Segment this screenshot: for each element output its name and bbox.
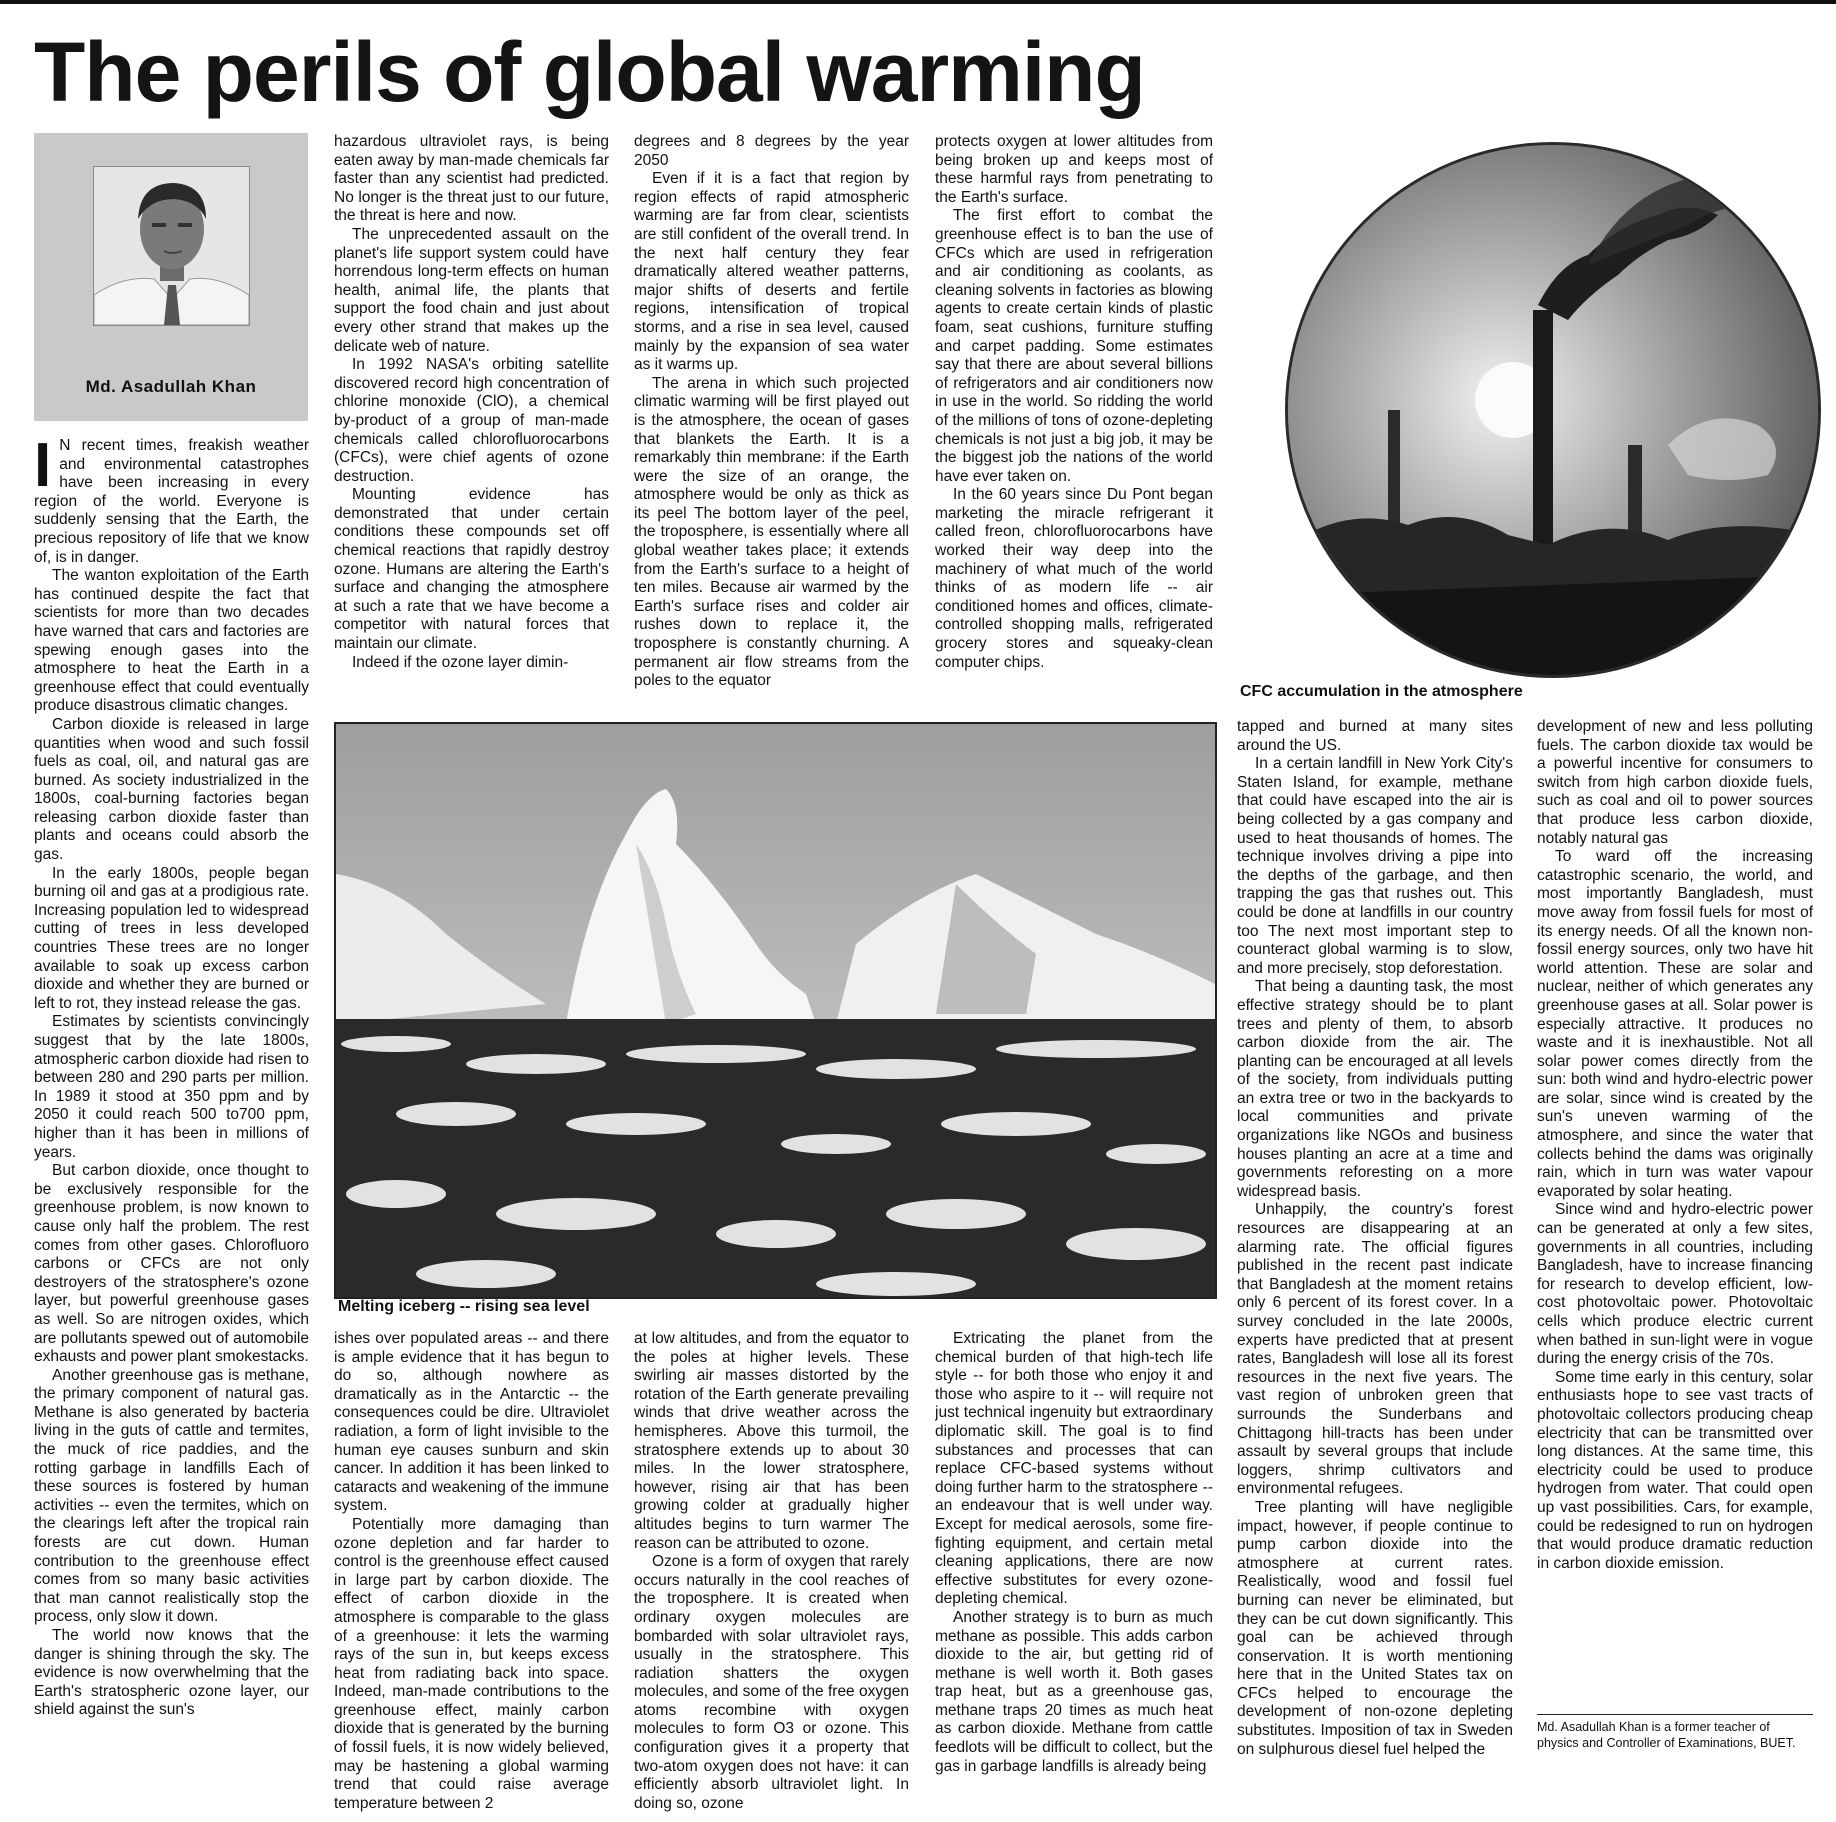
paragraph: hazardous ultraviolet rays, is being eaten away by man-made chemicals far faster than any scientist had predicted. No longer is the threat just to our future, the threat is here and now. [334,133,609,225]
cfc-caption: CFC accumulation in the atmosphere [1240,683,1523,700]
paragraph: The unprecedented assault on the planet's life support system could have horrendous long-term effects on human health, animal life, the plants that support the food chain and just about every other strand that makes up the delicate web of nature. [334,225,609,355]
column-8 [1237,718,1513,1818]
paragraph: Another strategy is to burn as much methane as possible. This adds carbon dioxide to the air, but getting rid of methane is well worth it. Both gases trap heat, but as a greenhouse gas, methane traps 20 times as much heat as carbon dioxide. Methane from cattle feedlots will be difficult to collect, but the gas in garbage landfills is already being [935,1608,1213,1775]
paragraph: That being a daunting task, the most effective strategy should be to plant trees and plenty of them, to absorb carbon dioxide from the air. The planting can be encouraged at all levels of the society, from individuals putting an extra tree or two in the backyards to local communities and private organizations like NGOs and business houses planting an acre at a time and governments reforesting on a more widespread basis. [1237,978,1513,1200]
paragraph: Some time early in this century, solar enthusiasts hope to see vast tracts of photovoltaic collectors producing cheap electricity that can be transmitted over long distances. At the same time, this electricity could be used to produce hydrogen from water. That could open up vast possibilities. Cars, for example, could be redesigned to run on hydrogen that would produce dramatic reduction in carbon dioxide emission. [1537,1368,1813,1572]
column-5 [334,1330,609,1820]
paragraph: The arena in which such projected climatic warming will be first played out is the atmosphere, the ocean of gases that blankets the Earth. It is a remarkably thin membrane: if the Earth were the size of an orange, the atmosphere would be only as thick as its peel The bottom layer of the peel, the troposphere, is essentially where all global weather takes place; it extends from the Earth's surface to a height of ten miles. Because air warmed by the Earth's surface rises and colder air rushes down to replace it, the troposphere is constantly churning. A permanent air flow streams from the poles to the equator [634,374,909,690]
paragraph: The first effort to combat the greenhouse effect is to ban the use of CFCs which are used in refrigeration and air conditioning as coolants, as cleaning solvents in factories as blowing agents to create certain kinds of plastic foam, seat cushions, furniture stuffing and carpet padding. Some estimates say that there are about several billions of refrigerators and air conditioners now in use in the world. So ridding the world of the millions of tons of ozone-depleting chemicals is not just a big job, it may be the biggest job the nations of the world have ever taken on. [935,207,1213,485]
author-footnote: Md. Asadullah Khan is a former teacher of physics and Controller of Examinations, BUET. [1537,1720,1796,1750]
author-box [34,133,308,421]
paragraph: Estimates by scientists convincingly suggest that by the late 1800s, atmospheric carbon dioxide had risen to between 280 and 290 parts per million. In 1989 it stood at 350 ppm and by 2050 it could reach 500 to700 ppm, higher than it has been in millions of years. [34,1013,309,1161]
author-portrait-image [94,167,249,325]
drop-cap: I [34,437,52,500]
top-rule [0,0,1836,4]
column-2 [334,133,609,703]
paragraph: protects oxygen at lower altitudes from being broken up and keeps most of these harmful rays from penetrating to the Earth's surface. [935,133,1213,206]
paragraph: To ward off the increasing catastrophic scenario, the world, and most importantly Bangladesh, must move away from fossil fuels for most of its energy needs. Of all the known non-fossil energy sources, only two have hit world attention. These are solar and nuclear, neither of which generates any greenhouse gases at all. Solar power is especially attractive. It produces no waste and it is inexhaustible. Not all solar power comes directly from the sun: both wind and hydro-electric power are solar, since wind is created by the sun's uneven warming of the atmosphere, and since the water that collects behind the dams was originally rain, which in turn was water vapour evaporated by solar heating. [1537,848,1813,1200]
paragraph: N recent times, freakish weather and environmental catastrophes have been increasing in every region of the world. Everyone is suddenly sensing that the Earth, the precious repository of life that we know of, is in danger. [34,437,309,566]
footnote-rule [1537,1714,1813,1715]
paragraph: Unhappily, the country's forest resources are disappearing at an alarming rate. The official figures published in the recent past indicate that Bangladesh at the moment retains only 6 percent of its forest cover. In a survey concluded in the late 2000s, experts have predicted that at present rates, Bangladesh will lose all its forest resources in the next five years. The vast region of unbroken green that surrounds the Sunderbans and Chittagong hill-tracts has been under assault by several groups that include loggers, shrimp cultivators and environmental refugees. [1237,1201,1513,1498]
column-6 [634,1330,909,1820]
paragraph: But carbon dioxide, once thought to be exclusively responsible for the greenhouse problem, is now known to cause only half the problem. The rest comes from other gases. Chlorofluoro carbons or CFCs are not only destroyers of the stratosphere's ozone layer, but powerful greenhouse gases as well. So are nitrogen oxides, which are pollutants spewed out of automobile exhausts and power plant smokestacks. [34,1162,309,1366]
paragraph: In the early 1800s, people began burning oil and gas at a prodigious rate. Increasing population led to widespread cutting of trees in less developed countries These trees are no longer available to soak up excess carbon dioxide and whether they are burned or left to rot, they instead release the gas. [34,864,309,1012]
paragraph: development of new and less polluting fuels. The carbon dioxide tax would be a powerful incentive for consumers to switch from high carbon dioxide fuels, such as coal and oil to power sources that produce less carbon dioxide, notably natural gas [1537,718,1813,847]
author-photo [93,166,250,326]
column-3 [634,133,909,703]
paragraph: In 1992 NASA's orbiting satellite discovered record high concentration of chlorine monoxide (ClO), a chemical by-product of a group of man-made chemicals called chlorofluorocarbons (CFCs), were chief agents of ozone destruction. [334,356,609,485]
headline: The perils of global warming [34,25,1145,119]
paragraph: In the 60 years since Du Pont began marketing the miracle refrigerant it called freon, chlorofluorocarbons have worked their way deep into the machinery of what much of the world thinks of as modern life -- air conditioned homes and offices, climate-controlled shopping malls, refrigerated grocery stores and squeaky-clean computer chips. [935,486,1213,671]
paragraph: Extricating the planet from the chemical burden of that high-tech life style -- for both those who enjoy it and those who aspire to it -- will require not just technical ingenuity but extraordinary diplomatic skill. The goal is to find substances and processes that can replace CFC-based systems without doing further harm to the stratosphere -- an endeavour that is well under way. Except for medical aerosols, some fire-fighting equipment, and certain metal cleaning applications, there are now effective substitutes for every ozone-depleting chemical. [935,1330,1213,1608]
column-4 [935,133,1213,703]
paragraph: Carbon dioxide is released in large quantities when wood and such fossil fuels as coal, oil, and natural gas are burned. As society industrialized in the 1800s, coal-burning factories began releasing carbon dioxide faster than plants and oceans could absorb the gas. [34,715,309,864]
paragraph: Potentially more damaging than ozone depletion and far harder to control is the greenhouse effect caused in large part by carbon dioxide. The effect of carbon dioxide in the atmosphere is comparable to the glass of a greenhouse: it lets the warming rays of the sun in, but keeps excess heat from radiating back into space. Indeed, man-made contributions to the greenhouse effect, mainly carbon dioxide that is generated by the burning of fossil fuels, it is now widely believed, may be hastening a global warming trend that could raise average temperature between 2 [334,1515,609,1812]
paragraph: tapped and burned at many sites around the US. [1237,718,1513,754]
paragraph: ishes over populated areas -- and there is ample evidence that it has begun to do so, although nowhere as dramatically as in the Antarctic -- the consequences could be dire. Ultraviolet radiation, a form of light invisible to the human eye causes sunburn and skin cancer. In addition it has been linked to cataracts and weakening of the immune system. [334,1330,609,1515]
paragraph: Since wind and hydro-electric power can be generated at only a few sites, governments in all countries, including Bangladesh, have to increase financing for research to develop efficient, low-cost photovoltaic power. Photovoltaic cells which produce electric current when bathed in sun-light were in vogue during the energy crisis of the 70s. [1537,1201,1813,1368]
paragraph: Ozone is a form of oxygen that rarely occurs naturally in the cool reaches of the troposphere. It is created when ordinary oxygen molecules are bombarded with solar ultraviolet rays, usually in the stratosphere. This radiation shatters the oxygen molecules, and some of the free oxygen atoms recombine with oxygen molecules to form O3 or ozone. This configuration gives it a property that two-atom oxygen does not have: it can efficiently absorb ultraviolet light. In doing so, ozone [634,1553,909,1812]
paragraph: Indeed if the ozone layer dimin- [352,653,569,671]
cfc-smokestack-photo [1288,145,1818,675]
paragraph: Tree planting will have negligible impact, however, if people continue to pump carbon dioxide into the atmosphere at current rates. Realistically, wood and fossil fuel burning can never be eliminated, but they can be cut down significantly. This goal can be achieved through conservation. It is worth mentioning here that in the United States tax on CFCs helped to encourage the development of non-ozone depleting substitutes. Imposition of tax in Sweden on sulphurous diesel fuel helped the [1237,1498,1513,1758]
iceberg-caption: Melting iceberg -- rising sea level [338,1298,590,1315]
iceberg-image [336,724,1215,1297]
paragraph: In a certain landfill in New York City's Staten Island, for example, methane that could have escaped into the air is being collected by a gas company and used to heat thousands of homes. The technique involves driving a pipe into the depths of the garbage, and then trapping the gas that rushes out. This could be done at landfills in our country too The next most important step to counteract global warming is to slow, and more precisely, stop deforestation. [1237,755,1513,977]
paragraph: Mounting evidence has demonstrated that under certain conditions these compounds set off chemical reactions that rapidly destroy ozone. Humans are altering the Earth's surface and changing the atmosphere at such a rate that we have become a competitor with natural forces that maintain our climate. [334,486,609,653]
smokestack-image [1288,145,1818,675]
column-7 [935,1330,1213,1820]
paragraph: at low altitudes, and from the equator to the poles at higher levels. These swirling air masses distorted by the rotation of the Earth generate prevailing winds that drive weather across the hemispheres. Above this turmoil, the stratosphere extends up to about 30 miles. In the lower stratosphere, however, rising air that has been growing colder at gradually higher altitudes begins to turn warmer The reason can be attributed to ozone. [634,1330,909,1552]
author-byline: Md. Asadullah Khan [85,377,257,396]
column-9 [1537,718,1813,1713]
column-1 [34,437,309,1817]
paragraph: The wanton exploitation of the Earth has continued despite the fact that scientists for more than two decades have warned that cars and factories are spewing enough gases into the atmosphere to heat the Earth in a greenhouse effect that could eventually produce disastrous climatic changes. [34,567,309,715]
paragraph: degrees and 8 degrees by the year 2050 [634,133,909,169]
paragraph: Another greenhouse gas is methane, the primary component of natural gas. Methane is also generated by bacteria living in the guts of cattle and termites, the muck of rice paddies, and the rotting garbage in landfills Each of these sources is fostered by human activities -- even the termites, which on the clearings left after the tropical rain forests are cut down. Human contribution to the greenhouse effect comes from so many basic activities that man cannot realistically stop the process, only slow it down. [34,1366,309,1626]
paragraph: The world now knows that the danger is shining through the sky. The evidence is now overwhelming that the Earth's stratospheric ozone layer, our shield against the sun's [34,1627,309,1719]
iceberg-photo [334,722,1217,1299]
paragraph: Even if it is a fact that region by region effects of rapid atmospheric warming are far from clear, scientists are still confident of the overall trend. In the next half century they fear dramatically altered weather patterns, major shifts of deserts and fertile regions, intensification of tropical storms, and a rise in sea level, caused mainly by the expansion of sea water as it warms up. [634,170,909,374]
